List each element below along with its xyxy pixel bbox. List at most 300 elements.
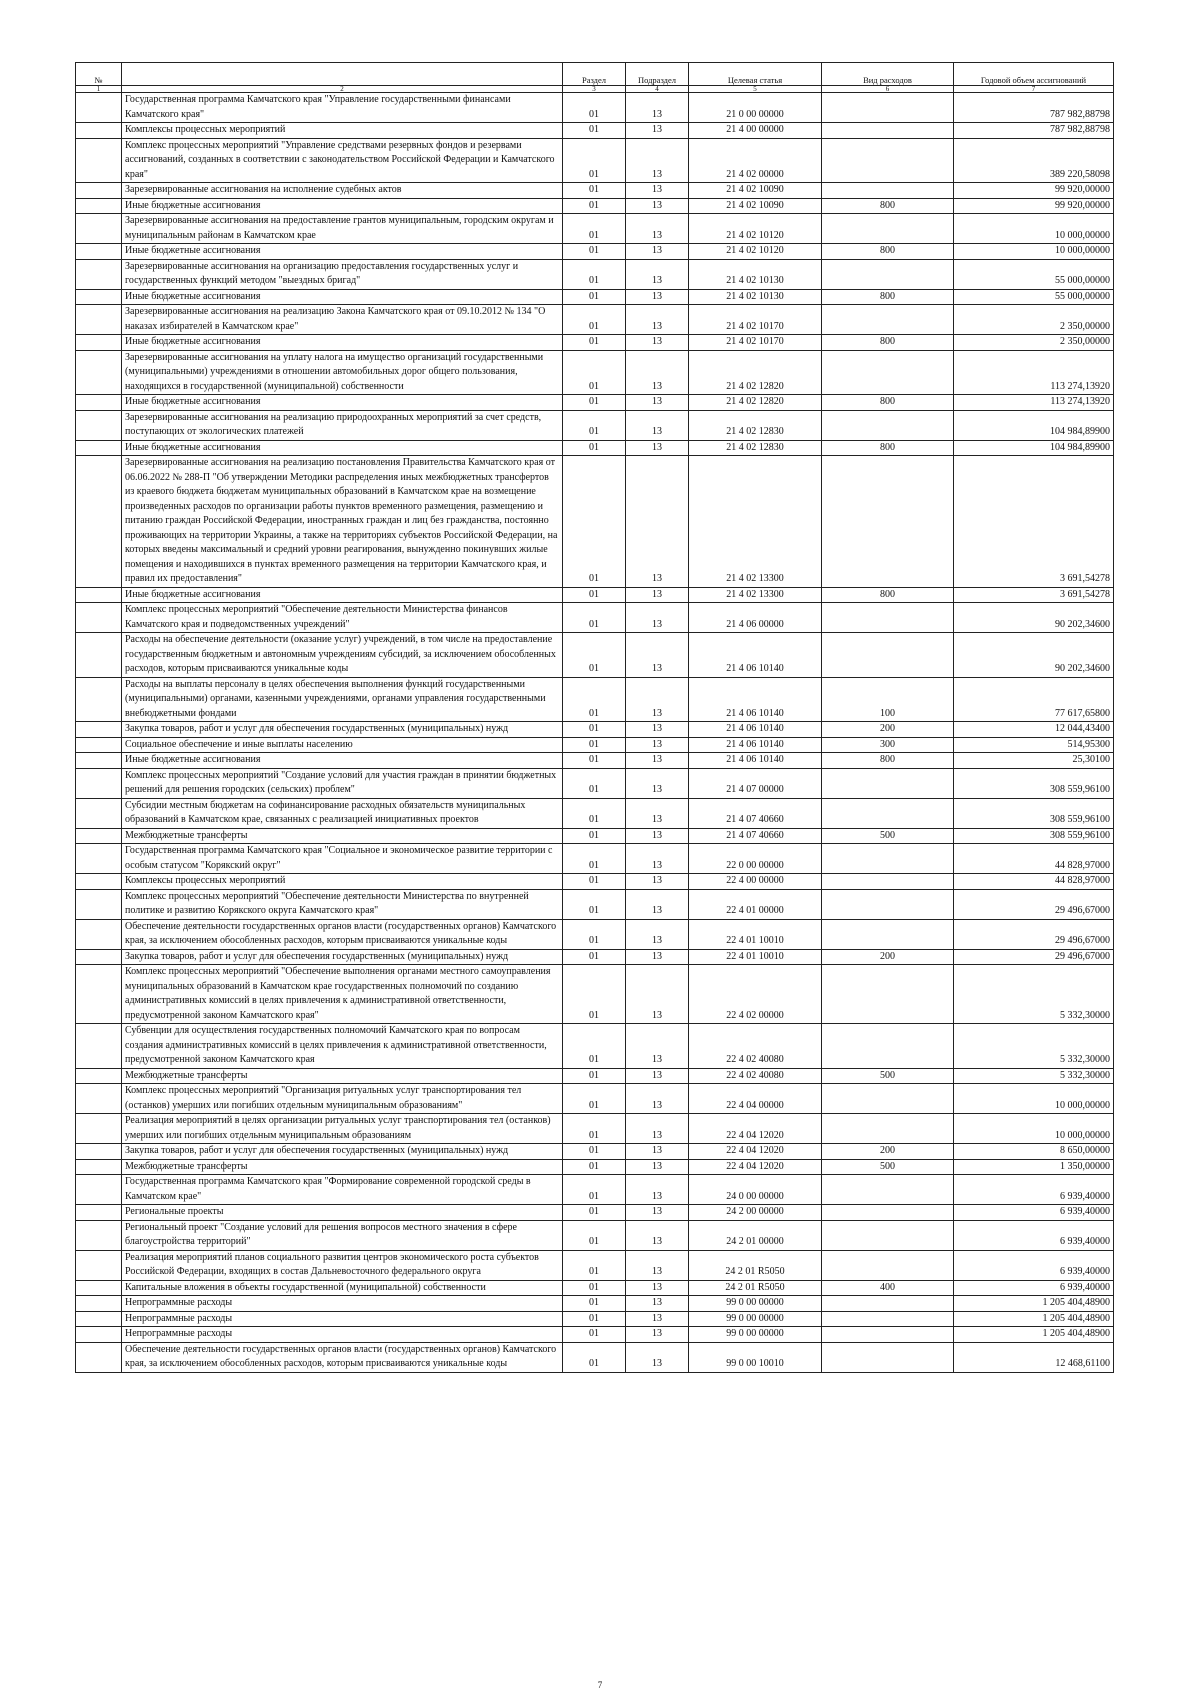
row-name-cell: Непрограммные расходы bbox=[122, 1296, 563, 1312]
row-article-cell: 21 4 02 10130 bbox=[689, 289, 822, 305]
table-row bbox=[76, 874, 1114, 890]
row-article-cell: 21 4 02 13300 bbox=[689, 456, 822, 588]
row-expense-type-cell bbox=[822, 1024, 954, 1069]
row-article-cell: 21 4 07 40660 bbox=[689, 828, 822, 844]
row-expense-type-cell: 500 bbox=[822, 1159, 954, 1175]
row-amount-cell: 29 496,67000 bbox=[954, 949, 1114, 965]
row-razdel-cell: 01 bbox=[563, 798, 626, 828]
row-expense-type-cell: 800 bbox=[822, 198, 954, 214]
row-name-cell: Обеспечение деятельности государственных органов власти (государственных органов) Камчатского края, за исключением обособленных расходов, которым присваиваются уникальные коды bbox=[122, 919, 563, 949]
row-number-cell bbox=[76, 440, 122, 456]
row-expense-type-cell: 400 bbox=[822, 1280, 954, 1296]
row-amount-cell: 1 205 404,48900 bbox=[954, 1311, 1114, 1327]
row-podrazdel-cell: 13 bbox=[626, 1280, 689, 1296]
row-podrazdel-cell: 13 bbox=[626, 410, 689, 440]
row-expense-type-cell: 800 bbox=[822, 440, 954, 456]
row-name-cell: Комплекс процессных мероприятий "Обеспечение деятельности Министерства по внутренней политике и развитию Корякского округа Камчатского края" bbox=[122, 889, 563, 919]
row-razdel-cell: 01 bbox=[563, 587, 626, 603]
table-row bbox=[76, 289, 1114, 305]
row-number-cell bbox=[76, 1250, 122, 1280]
row-expense-type-cell: 500 bbox=[822, 828, 954, 844]
row-name-cell: Комплекс процессных мероприятий "Создание условий для участия граждан в принятии бюджетных решений для решения городских (сельских) проблем" bbox=[122, 768, 563, 798]
row-podrazdel-cell: 13 bbox=[626, 1327, 689, 1343]
row-expense-type-cell bbox=[822, 138, 954, 183]
row-expense-type-cell bbox=[822, 768, 954, 798]
row-number-cell bbox=[76, 1327, 122, 1343]
row-article-cell: 22 4 01 00000 bbox=[689, 889, 822, 919]
row-article-cell: 22 0 00 00000 bbox=[689, 844, 822, 874]
row-expense-type-cell: 300 bbox=[822, 737, 954, 753]
row-amount-cell: 5 332,30000 bbox=[954, 965, 1114, 1024]
table-row bbox=[76, 1311, 1114, 1327]
table-row bbox=[76, 259, 1114, 289]
table-row bbox=[76, 1296, 1114, 1312]
row-number-cell bbox=[76, 1024, 122, 1069]
row-podrazdel-cell: 13 bbox=[626, 198, 689, 214]
row-razdel-cell: 01 bbox=[563, 93, 626, 123]
row-podrazdel-cell: 13 bbox=[626, 456, 689, 588]
row-razdel-cell: 01 bbox=[563, 1296, 626, 1312]
table-row bbox=[76, 677, 1114, 722]
row-article-cell: 21 4 06 10140 bbox=[689, 737, 822, 753]
row-podrazdel-cell: 13 bbox=[626, 93, 689, 123]
table-row bbox=[76, 198, 1114, 214]
row-name-cell: Зарезервированные ассигнования на реализацию постановления Правительства Камчатского края от 06.06.2022 № 288-П "Об утверждении Методики распределения иных межбюджетных трансфертов из краевого бюджета бюджетам муниципальных образований в Камчатском крае на возмещение произведенных расходов по организации работы пунктов временного размещения, размещению и питанию граждан Российской Федерации, иностранных граждан и лиц без гражданства, постоянно проживающих на территории Украины, а также на территориях субъектов Российской Федерации, на которых введены максимальный и средний уровни реагирования, вынужденно покинувших жилые помещения и находившихся в пунктах временного размещения на территории Камчатского края, и правил их предоставления" bbox=[122, 456, 563, 588]
row-number-cell bbox=[76, 1068, 122, 1084]
table-body bbox=[76, 93, 1114, 1373]
row-amount-cell: 1 205 404,48900 bbox=[954, 1296, 1114, 1312]
row-razdel-cell: 01 bbox=[563, 919, 626, 949]
table-row bbox=[76, 722, 1114, 738]
row-razdel-cell: 01 bbox=[563, 737, 626, 753]
table-row bbox=[76, 1024, 1114, 1069]
row-number-cell bbox=[76, 214, 122, 244]
row-amount-cell: 5 332,30000 bbox=[954, 1068, 1114, 1084]
row-razdel-cell: 01 bbox=[563, 1220, 626, 1250]
row-amount-cell: 308 559,96100 bbox=[954, 828, 1114, 844]
row-razdel-cell: 01 bbox=[563, 1205, 626, 1221]
row-podrazdel-cell: 13 bbox=[626, 889, 689, 919]
row-amount-cell: 6 939,40000 bbox=[954, 1220, 1114, 1250]
table-row bbox=[76, 183, 1114, 199]
row-expense-type-cell: 800 bbox=[822, 335, 954, 351]
row-podrazdel-cell: 13 bbox=[626, 138, 689, 183]
row-article-cell: 22 4 04 12020 bbox=[689, 1144, 822, 1160]
column-number: 1 bbox=[76, 86, 122, 93]
row-razdel-cell: 01 bbox=[563, 289, 626, 305]
row-razdel-cell: 01 bbox=[563, 1311, 626, 1327]
row-article-cell: 21 4 02 10120 bbox=[689, 214, 822, 244]
row-expense-type-cell bbox=[822, 844, 954, 874]
row-name-cell: Реализация мероприятий в целях организации ритуальных услуг транспортирования тел (останков) умерших или погибших отдельным муниципальным образованиям bbox=[122, 1114, 563, 1144]
row-number-cell bbox=[76, 889, 122, 919]
row-article-cell: 21 4 06 00000 bbox=[689, 603, 822, 633]
row-expense-type-cell bbox=[822, 874, 954, 890]
row-number-cell bbox=[76, 1342, 122, 1372]
row-number-cell bbox=[76, 1114, 122, 1144]
row-podrazdel-cell: 13 bbox=[626, 1144, 689, 1160]
row-article-cell: 24 2 01 00000 bbox=[689, 1220, 822, 1250]
row-number-cell bbox=[76, 1205, 122, 1221]
row-podrazdel-cell: 13 bbox=[626, 214, 689, 244]
table-row bbox=[76, 395, 1114, 411]
row-razdel-cell: 01 bbox=[563, 722, 626, 738]
column-number: 7 bbox=[954, 86, 1114, 93]
row-razdel-cell: 01 bbox=[563, 949, 626, 965]
row-razdel-cell: 01 bbox=[563, 456, 626, 588]
table-row bbox=[76, 305, 1114, 335]
row-number-cell bbox=[76, 138, 122, 183]
row-amount-cell: 1 205 404,48900 bbox=[954, 1327, 1114, 1343]
row-name-cell: Непрограммные расходы bbox=[122, 1327, 563, 1343]
row-article-cell: 21 4 06 10140 bbox=[689, 633, 822, 678]
row-article-cell: 24 0 00 00000 bbox=[689, 1175, 822, 1205]
row-expense-type-cell: 800 bbox=[822, 587, 954, 603]
row-name-cell: Зарезервированные ассигнования на реализацию Закона Камчатского края от 09.10.2012 № 134 "О наказах избирателей в Камчатском крае" bbox=[122, 305, 563, 335]
row-razdel-cell: 01 bbox=[563, 1068, 626, 1084]
row-amount-cell: 55 000,00000 bbox=[954, 259, 1114, 289]
row-article-cell: 21 4 06 10140 bbox=[689, 677, 822, 722]
row-number-cell bbox=[76, 828, 122, 844]
row-razdel-cell: 01 bbox=[563, 1024, 626, 1069]
row-razdel-cell: 01 bbox=[563, 183, 626, 199]
row-number-cell bbox=[76, 965, 122, 1024]
row-article-cell: 24 2 01 R5050 bbox=[689, 1250, 822, 1280]
table-row bbox=[76, 1175, 1114, 1205]
row-number-cell bbox=[76, 919, 122, 949]
table-row bbox=[76, 889, 1114, 919]
row-razdel-cell: 01 bbox=[563, 138, 626, 183]
row-razdel-cell: 01 bbox=[563, 603, 626, 633]
row-razdel-cell: 01 bbox=[563, 1280, 626, 1296]
row-name-cell: Иные бюджетные ассигнования bbox=[122, 395, 563, 411]
row-podrazdel-cell: 13 bbox=[626, 603, 689, 633]
row-article-cell: 21 4 02 12830 bbox=[689, 440, 822, 456]
row-razdel-cell: 01 bbox=[563, 844, 626, 874]
row-podrazdel-cell: 13 bbox=[626, 123, 689, 139]
row-name-cell: Расходы на выплаты персоналу в целях обеспечения выполнения функций государственными (муниципальными) органами, казенными учреждениями, органами управления государственными внебюджетными фондами bbox=[122, 677, 563, 722]
row-amount-cell: 104 984,89900 bbox=[954, 440, 1114, 456]
row-podrazdel-cell: 13 bbox=[626, 259, 689, 289]
row-number-cell bbox=[76, 722, 122, 738]
row-podrazdel-cell: 13 bbox=[626, 633, 689, 678]
row-amount-cell: 308 559,96100 bbox=[954, 798, 1114, 828]
row-razdel-cell: 01 bbox=[563, 753, 626, 769]
row-number-cell bbox=[76, 410, 122, 440]
row-razdel-cell: 01 bbox=[563, 1342, 626, 1372]
row-number-cell bbox=[76, 259, 122, 289]
row-name-cell: Закупка товаров, работ и услуг для обеспечения государственных (муниципальных) нужд bbox=[122, 949, 563, 965]
row-name-cell: Комплекс процессных мероприятий "Обеспечение выполнения органами местного самоуправления муниципальных образований в Камчатском крае государственных полномочий по созданию административных комиссий в целях привлечения к административной ответственности, предусмотренной законом Камчатского края" bbox=[122, 965, 563, 1024]
header-podrazdel: Подраздел bbox=[626, 63, 689, 86]
table-row bbox=[76, 949, 1114, 965]
table-row bbox=[76, 844, 1114, 874]
row-name-cell: Субсидии местным бюджетам на софинансирование расходных обязательств муниципальных образований в Камчатском крае, связанных с реализацией инициативных проектов bbox=[122, 798, 563, 828]
row-expense-type-cell: 200 bbox=[822, 949, 954, 965]
row-amount-cell: 77 617,65800 bbox=[954, 677, 1114, 722]
row-article-cell: 22 4 02 40080 bbox=[689, 1024, 822, 1069]
row-name-cell: Субвенции для осуществления государственных полномочий Камчатского края по вопросам создания административных комиссий в целях привлечения к административной ответственности, предусмотренной законом Камчатского края bbox=[122, 1024, 563, 1069]
row-name-cell: Государственная программа Камчатского края "Формирование современной городской среды в Камчатском крае" bbox=[122, 1175, 563, 1205]
row-article-cell: 22 4 01 10010 bbox=[689, 949, 822, 965]
row-podrazdel-cell: 13 bbox=[626, 1024, 689, 1069]
row-expense-type-cell bbox=[822, 93, 954, 123]
row-razdel-cell: 01 bbox=[563, 677, 626, 722]
table-row bbox=[76, 603, 1114, 633]
row-article-cell: 21 4 07 00000 bbox=[689, 768, 822, 798]
row-expense-type-cell bbox=[822, 633, 954, 678]
row-number-cell bbox=[76, 350, 122, 395]
row-amount-cell: 44 828,97000 bbox=[954, 874, 1114, 890]
row-amount-cell: 308 559,96100 bbox=[954, 768, 1114, 798]
row-razdel-cell: 01 bbox=[563, 335, 626, 351]
header-razdel: Раздел bbox=[563, 63, 626, 86]
row-name-cell: Региональные проекты bbox=[122, 1205, 563, 1221]
table-row bbox=[76, 919, 1114, 949]
row-razdel-cell: 01 bbox=[563, 350, 626, 395]
row-number-cell bbox=[76, 244, 122, 260]
row-article-cell: 21 4 00 00000 bbox=[689, 123, 822, 139]
row-razdel-cell: 01 bbox=[563, 198, 626, 214]
row-razdel-cell: 01 bbox=[563, 633, 626, 678]
row-name-cell: Комплекс процессных мероприятий "Обеспечение деятельности Министерства финансов Камчатского края и подведомственных учреждений" bbox=[122, 603, 563, 633]
row-article-cell: 21 4 06 10140 bbox=[689, 753, 822, 769]
table-row bbox=[76, 768, 1114, 798]
row-name-cell: Региональный проект "Создание условий для решения вопросов местного значения в сфере благоустройства территорий" bbox=[122, 1220, 563, 1250]
row-name-cell: Капитальные вложения в объекты государственной (муниципальной) собственности bbox=[122, 1280, 563, 1296]
table-row bbox=[76, 440, 1114, 456]
row-name-cell: Государственная программа Камчатского края "Управление государственными финансами Камчатского края" bbox=[122, 93, 563, 123]
row-name-cell: Расходы на обеспечение деятельности (оказание услуг) учреждений, в том числе на предоставление государственным бюджетным и автономным учреждениям субсидий, за исключением обособленных расходов, которым присваиваются уникальные коды bbox=[122, 633, 563, 678]
row-podrazdel-cell: 13 bbox=[626, 1205, 689, 1221]
row-podrazdel-cell: 13 bbox=[626, 949, 689, 965]
row-number-cell bbox=[76, 183, 122, 199]
row-article-cell: 22 4 02 40080 bbox=[689, 1068, 822, 1084]
row-podrazdel-cell: 13 bbox=[626, 874, 689, 890]
row-article-cell: 99 0 00 00000 bbox=[689, 1327, 822, 1343]
row-razdel-cell: 01 bbox=[563, 305, 626, 335]
row-expense-type-cell bbox=[822, 410, 954, 440]
row-name-cell: Закупка товаров, работ и услуг для обеспечения государственных (муниципальных) нужд bbox=[122, 1144, 563, 1160]
row-amount-cell: 25,30100 bbox=[954, 753, 1114, 769]
row-razdel-cell: 01 bbox=[563, 1175, 626, 1205]
row-podrazdel-cell: 13 bbox=[626, 722, 689, 738]
row-name-cell: Зарезервированные ассигнования на предоставление грантов муниципальным, городским округам и муниципальным районам в Камчатском крае bbox=[122, 214, 563, 244]
row-name-cell: Комплексы процессных мероприятий bbox=[122, 874, 563, 890]
row-podrazdel-cell: 13 bbox=[626, 395, 689, 411]
header-row bbox=[76, 63, 1114, 86]
row-amount-cell: 787 982,88798 bbox=[954, 93, 1114, 123]
row-amount-cell: 6 939,40000 bbox=[954, 1205, 1114, 1221]
row-amount-cell: 1 350,00000 bbox=[954, 1159, 1114, 1175]
row-razdel-cell: 01 bbox=[563, 440, 626, 456]
row-expense-type-cell bbox=[822, 1220, 954, 1250]
table-row bbox=[76, 1114, 1114, 1144]
row-razdel-cell: 01 bbox=[563, 889, 626, 919]
row-number-cell bbox=[76, 395, 122, 411]
table-row bbox=[76, 1205, 1114, 1221]
row-article-cell: 21 4 02 10090 bbox=[689, 198, 822, 214]
row-article-cell: 22 4 04 00000 bbox=[689, 1084, 822, 1114]
row-razdel-cell: 01 bbox=[563, 874, 626, 890]
row-article-cell: 21 4 02 10090 bbox=[689, 183, 822, 199]
row-razdel-cell: 01 bbox=[563, 1084, 626, 1114]
header-amount: Годовой объем ассигнований bbox=[954, 63, 1114, 86]
table-row bbox=[76, 1220, 1114, 1250]
row-expense-type-cell: 200 bbox=[822, 722, 954, 738]
table-row bbox=[76, 123, 1114, 139]
row-razdel-cell: 01 bbox=[563, 965, 626, 1024]
row-article-cell: 99 0 00 10010 bbox=[689, 1342, 822, 1372]
header-name bbox=[122, 63, 563, 86]
header-article: Целевая статья bbox=[689, 63, 822, 86]
row-amount-cell: 6 939,40000 bbox=[954, 1250, 1114, 1280]
row-expense-type-cell: 200 bbox=[822, 1144, 954, 1160]
row-expense-type-cell bbox=[822, 1175, 954, 1205]
page-number: 7 bbox=[597, 1680, 603, 1690]
row-expense-type-cell bbox=[822, 259, 954, 289]
row-article-cell: 22 4 01 10010 bbox=[689, 919, 822, 949]
row-name-cell: Иные бюджетные ассигнования bbox=[122, 244, 563, 260]
row-amount-cell: 55 000,00000 bbox=[954, 289, 1114, 305]
row-expense-type-cell bbox=[822, 1327, 954, 1343]
row-expense-type-cell bbox=[822, 603, 954, 633]
table-row bbox=[76, 1250, 1114, 1280]
row-name-cell: Зарезервированные ассигнования на исполнение судебных актов bbox=[122, 183, 563, 199]
row-podrazdel-cell: 13 bbox=[626, 919, 689, 949]
row-podrazdel-cell: 13 bbox=[626, 1159, 689, 1175]
row-razdel-cell: 01 bbox=[563, 244, 626, 260]
row-podrazdel-cell: 13 bbox=[626, 753, 689, 769]
row-amount-cell: 90 202,34600 bbox=[954, 603, 1114, 633]
row-expense-type-cell: 800 bbox=[822, 753, 954, 769]
row-podrazdel-cell: 13 bbox=[626, 1084, 689, 1114]
row-podrazdel-cell: 13 bbox=[626, 305, 689, 335]
row-podrazdel-cell: 13 bbox=[626, 1175, 689, 1205]
row-expense-type-cell bbox=[822, 1342, 954, 1372]
row-article-cell: 22 4 04 12020 bbox=[689, 1114, 822, 1144]
row-number-cell bbox=[76, 768, 122, 798]
table-row bbox=[76, 1159, 1114, 1175]
row-article-cell: 21 4 02 10120 bbox=[689, 244, 822, 260]
row-amount-cell: 44 828,97000 bbox=[954, 844, 1114, 874]
row-podrazdel-cell: 13 bbox=[626, 1220, 689, 1250]
row-number-cell bbox=[76, 289, 122, 305]
row-name-cell: Иные бюджетные ассигнования bbox=[122, 289, 563, 305]
row-expense-type-cell bbox=[822, 798, 954, 828]
row-number-cell bbox=[76, 1311, 122, 1327]
row-name-cell: Межбюджетные трансферты bbox=[122, 828, 563, 844]
row-podrazdel-cell: 13 bbox=[626, 289, 689, 305]
row-podrazdel-cell: 13 bbox=[626, 768, 689, 798]
row-name-cell: Комплекс процессных мероприятий "Организация ритуальных услуг транспортирования тел (останков) умерших или погибших отдельным муниципальным образованиям" bbox=[122, 1084, 563, 1114]
row-podrazdel-cell: 13 bbox=[626, 1250, 689, 1280]
table-row bbox=[76, 456, 1114, 588]
row-podrazdel-cell: 13 bbox=[626, 965, 689, 1024]
row-razdel-cell: 01 bbox=[563, 214, 626, 244]
table-row bbox=[76, 587, 1114, 603]
row-number-cell bbox=[76, 123, 122, 139]
table-row bbox=[76, 93, 1114, 123]
table-row bbox=[76, 1280, 1114, 1296]
row-expense-type-cell: 800 bbox=[822, 289, 954, 305]
row-podrazdel-cell: 13 bbox=[626, 677, 689, 722]
row-expense-type-cell bbox=[822, 1250, 954, 1280]
row-article-cell: 21 4 02 10170 bbox=[689, 335, 822, 351]
row-podrazdel-cell: 13 bbox=[626, 1114, 689, 1144]
table-row bbox=[76, 335, 1114, 351]
row-amount-cell: 90 202,34600 bbox=[954, 633, 1114, 678]
row-name-cell: Зарезервированные ассигнования на организацию предоставления государственных услуг и государственных функций методом "выездных бригад" bbox=[122, 259, 563, 289]
row-number-cell bbox=[76, 1159, 122, 1175]
row-number-cell bbox=[76, 677, 122, 722]
row-number-cell bbox=[76, 798, 122, 828]
row-podrazdel-cell: 13 bbox=[626, 335, 689, 351]
row-number-cell bbox=[76, 874, 122, 890]
row-article-cell: 22 4 04 12020 bbox=[689, 1159, 822, 1175]
row-expense-type-cell: 800 bbox=[822, 395, 954, 411]
row-expense-type-cell bbox=[822, 1084, 954, 1114]
row-amount-cell: 10 000,00000 bbox=[954, 1114, 1114, 1144]
row-number-cell bbox=[76, 1175, 122, 1205]
row-razdel-cell: 01 bbox=[563, 1159, 626, 1175]
row-amount-cell: 29 496,67000 bbox=[954, 889, 1114, 919]
row-number-cell bbox=[76, 335, 122, 351]
row-article-cell: 21 4 02 10170 bbox=[689, 305, 822, 335]
row-razdel-cell: 01 bbox=[563, 395, 626, 411]
row-article-cell: 21 4 07 40660 bbox=[689, 798, 822, 828]
row-article-cell: 21 4 02 12830 bbox=[689, 410, 822, 440]
row-expense-type-cell bbox=[822, 350, 954, 395]
row-article-cell: 99 0 00 00000 bbox=[689, 1311, 822, 1327]
row-number-cell bbox=[76, 198, 122, 214]
row-name-cell: Иные бюджетные ассигнования bbox=[122, 753, 563, 769]
row-amount-cell: 104 984,89900 bbox=[954, 410, 1114, 440]
row-amount-cell: 29 496,67000 bbox=[954, 919, 1114, 949]
row-number-cell bbox=[76, 1220, 122, 1250]
row-name-cell: Иные бюджетные ассигнования bbox=[122, 587, 563, 603]
row-name-cell: Государственная программа Камчатского края "Социальное и экономическое развитие территории с особым статусом "Корякский округ" bbox=[122, 844, 563, 874]
row-razdel-cell: 01 bbox=[563, 1114, 626, 1144]
row-number-cell bbox=[76, 844, 122, 874]
row-number-cell bbox=[76, 1084, 122, 1114]
row-article-cell: 21 0 00 00000 bbox=[689, 93, 822, 123]
row-razdel-cell: 01 bbox=[563, 123, 626, 139]
row-expense-type-cell bbox=[822, 1205, 954, 1221]
row-razdel-cell: 01 bbox=[563, 828, 626, 844]
row-amount-cell: 6 939,40000 bbox=[954, 1175, 1114, 1205]
table-row bbox=[76, 753, 1114, 769]
row-razdel-cell: 01 bbox=[563, 1250, 626, 1280]
row-podrazdel-cell: 13 bbox=[626, 183, 689, 199]
row-article-cell: 24 2 00 00000 bbox=[689, 1205, 822, 1221]
table-row bbox=[76, 1084, 1114, 1114]
column-number: 6 bbox=[822, 86, 954, 93]
row-number-cell bbox=[76, 633, 122, 678]
row-number-cell bbox=[76, 1144, 122, 1160]
row-article-cell: 21 4 02 12820 bbox=[689, 350, 822, 395]
row-name-cell: Комплекс процессных мероприятий "Управление средствами резервных фондов и резервами ассигнований, созданных в соответствии с законодательством Российской Федерации и Камчатского края" bbox=[122, 138, 563, 183]
row-podrazdel-cell: 13 bbox=[626, 1342, 689, 1372]
row-razdel-cell: 01 bbox=[563, 1327, 626, 1343]
row-name-cell: Реализация мероприятий планов социального развития центров экономического роста субъектов Российской Федерации, входящих в состав Дальневосточного федерального округа bbox=[122, 1250, 563, 1280]
header-expense-type: Вид расходов bbox=[822, 63, 954, 86]
column-number-row bbox=[76, 86, 1114, 93]
row-article-cell: 22 4 00 00000 bbox=[689, 874, 822, 890]
column-number: 5 bbox=[689, 86, 822, 93]
row-name-cell: Комплексы процессных мероприятий bbox=[122, 123, 563, 139]
row-amount-cell: 10 000,00000 bbox=[954, 1084, 1114, 1114]
